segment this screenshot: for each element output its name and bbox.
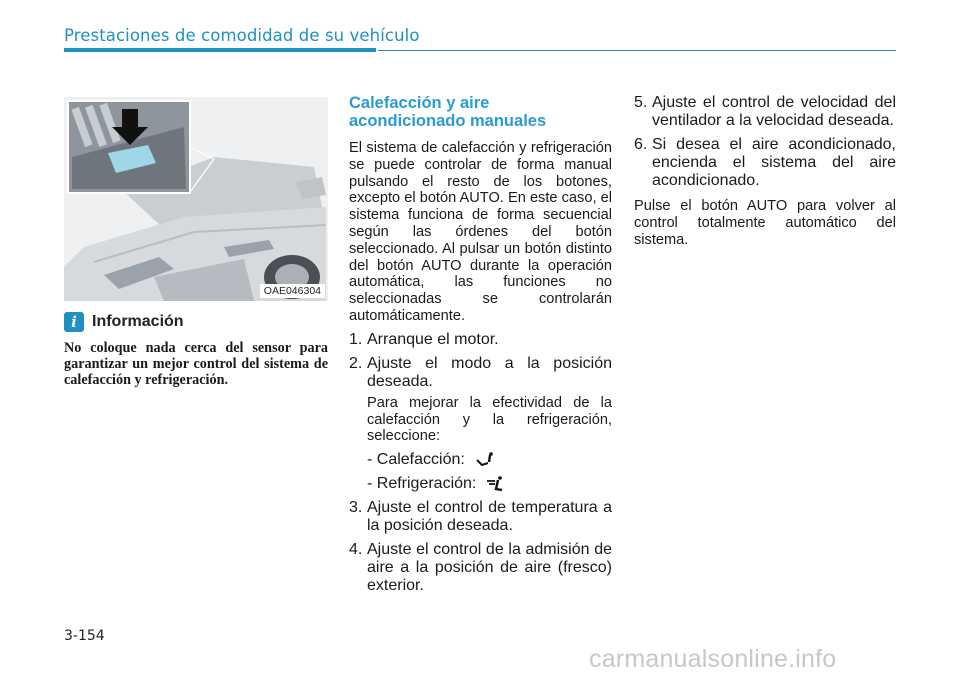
step-number: 2. [349, 354, 363, 372]
column-right [634, 94, 896, 248]
step-text: Ajuste el modo a la posición deseada. [367, 354, 612, 390]
closing-paragraph: Pulse el botón AUTO para volver al control totalmente automático del sistema. [634, 198, 896, 248]
step-item [634, 136, 896, 190]
step-item [349, 331, 612, 349]
info-icon: i [64, 312, 84, 332]
section-title-line2: acondicionado manuales [349, 112, 547, 130]
step-number: 1. [349, 330, 363, 348]
heating-option [349, 451, 612, 469]
section-title [349, 94, 612, 130]
floor-vent-icon [475, 451, 495, 469]
step-item [349, 541, 612, 595]
step-text: Si desea el aire acondicionado, encienda el sistema del aire acondicionado. [652, 136, 896, 189]
step-item [349, 499, 612, 535]
column-middle [349, 94, 612, 595]
car-illustration-svg [64, 97, 328, 301]
cooling-option [349, 475, 612, 493]
cooling-label: - Refrigeración: [367, 475, 477, 493]
section-intro: El sistema de calefacción y refrigeración se puede controlar de forma manual pulsando el resto de los botones, excepto el botón AUTO. En este caso, el sistema funciona de forma secuencial según las órdenes del botón seleccionado. Al pulsar un botón distinto del botón AUTO durante la operación automática, las funciones no seleccionadas se controlarán automáticamente. [349, 140, 612, 324]
step-text: Arranque el motor. [367, 330, 499, 348]
info-heading [64, 312, 328, 334]
step-text: Ajuste el control de temperatura a la posición deseada. [367, 499, 612, 535]
step-text: Ajuste el control de velocidad del ventilador a la velocidad deseada. [652, 94, 896, 129]
step-number: 3. [349, 499, 363, 517]
info-body: No coloque nada cerca del sensor para garantizar un mejor control del sistema de calefacción y refrigeración. [64, 340, 328, 388]
section-title-line1: Calefacción y aire [349, 94, 490, 112]
step2-note: Para mejorar la efectividad de la calefacción y la refrigeración, seleccione: [367, 394, 612, 445]
header-rule-thin [378, 50, 896, 51]
step-item [349, 355, 612, 391]
step-number: 4. [349, 541, 363, 559]
info-title: Información [92, 313, 184, 330]
car-sensor-illustration [64, 97, 328, 301]
face-vent-icon [486, 475, 506, 493]
header-rule-thick [64, 48, 376, 52]
step-item [634, 94, 896, 130]
page-header-title: Prestaciones de comodidad de su vehículo [64, 26, 420, 45]
step-number: 6. [634, 136, 648, 153]
watermark-link[interactable]: carmanualsonline.info [589, 645, 837, 673]
heating-label: - Calefacción: [367, 451, 465, 469]
step-text: Ajuste el control de la admisión de aire a la posición de aire (fresco) exterior. [367, 541, 612, 595]
step-number: 5. [634, 94, 648, 111]
page-number: 3-154 [64, 628, 105, 644]
figure-code: OAE046304 [260, 284, 325, 298]
